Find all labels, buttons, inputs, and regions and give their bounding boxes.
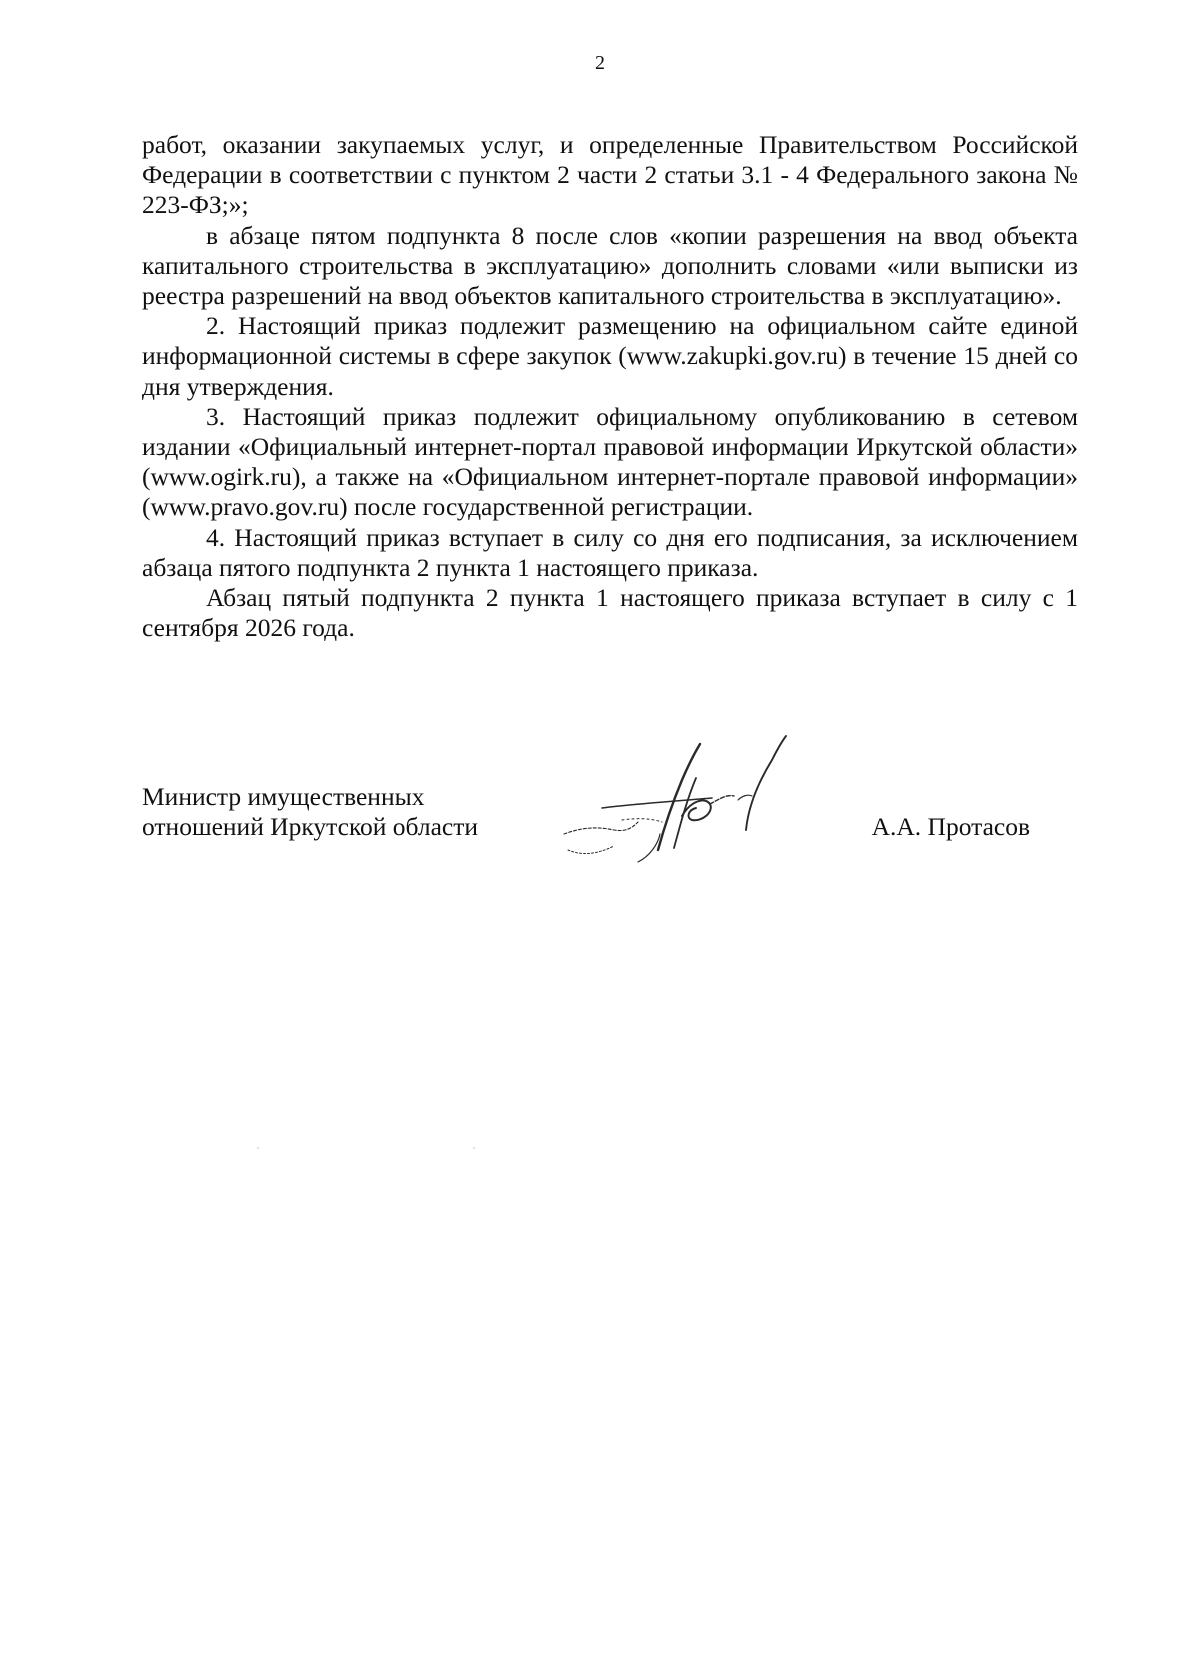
signer-position-line-2: отношений Иркутской области [142,812,479,842]
signature-block [142,782,1078,902]
page-number: 2 [595,52,605,74]
paragraph-item-3: 3. Настоящий приказ подлежит официальному опубликованию в сетевом издании «Официальный интернет-портал правовой информации Иркутской области» (www.ogirk.ru), а также на «Официальном интернет-портале правовой информации» (www.pravo.gov.ru) после государственной регистрации. [142,401,1078,522]
signer-name: А.А. Протасов [871,812,1030,841]
handwritten-signature-icon [562,730,792,870]
paragraph-item-2: 2. Настоящий приказ подлежит размещению на официальном сайте единой информационной системы в сфере закупок (www.zakupki.gov.ru) в течение 15 дней со дня утверждения. [142,311,1078,401]
signer-position [142,782,562,842]
paragraph-amendment-subitem-8: в абзаце пятом подпункта 8 после слов «копии разрешения на ввод объекта капитального строительства в эксплуатацию» дополнить словами «или выписки из реестра разрешений на ввод объектов капитального строительства в эксплуатацию». [142,220,1078,311]
document-body [142,130,1078,643]
paragraph-item-4: 4. Настоящий приказ вступает в силу со дня его подписания, за исключением абзаца пятого подпункта 2 пункта 1 настоящего приказа. [142,522,1078,582]
paragraph-continuation: работ, оказании закупаемых услуг, и определенные Правительством Российской Федерации в соответствии с пунктом 2 части 2 статьи 3.1 - 4 Федерального закона № 223-ФЗ;»; [142,130,1078,220]
scan-artifact-dots [256,1146,476,1150]
signer-position-line-1: Министр имущественных [142,782,425,811]
paragraph-effective-date: Абзац пятый подпункта 2 пункта 1 настоящего приказа вступает в силу с 1 сентября 2026 года. [142,583,1078,643]
